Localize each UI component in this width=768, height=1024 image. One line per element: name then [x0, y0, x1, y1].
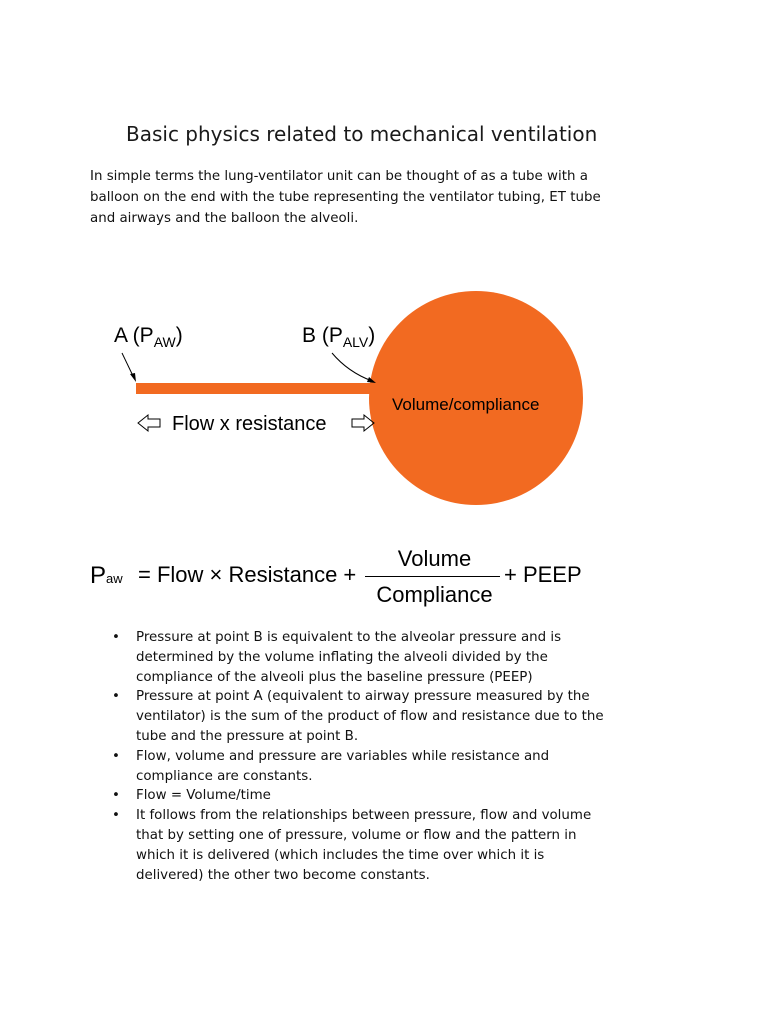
- equation-peep: + PEEP: [504, 562, 582, 587]
- list-item: [110, 786, 710, 806]
- bullet-icon: •: [112, 788, 120, 804]
- list-item-line: which it is delivered (which includes the time over which it is: [136, 847, 545, 863]
- point-a-text: A (P: [114, 324, 154, 347]
- list-item-line: Flow, volume and pressure are variables while resistance and: [136, 748, 550, 764]
- list-item-line: delivered) the other two become constants.: [136, 867, 430, 883]
- list-item: [110, 747, 710, 787]
- list-item-line: Pressure at point B is equivalent to the alveolar pressure and is: [136, 630, 562, 645]
- list-item: [110, 806, 710, 885]
- list-item-line: ventilator) is the sum of the product of flow and resistance due to the: [136, 709, 604, 725]
- list-item-line: Flow = Volume/time: [136, 788, 271, 804]
- point-a-close: ): [175, 324, 183, 347]
- point-b-subscript: ALV: [342, 334, 369, 350]
- flow-label: Flow x resistance: [172, 413, 327, 435]
- list-item-line: that by setting one of pressure, volume or flow and the pattern in: [136, 827, 577, 843]
- equation-fraction-bar: [365, 576, 500, 577]
- list-item-line: compliance of the alveoli plus the baseline pressure (PEEP): [136, 669, 533, 685]
- point-b-pointer: [332, 353, 372, 381]
- point-a-subscript: AW: [153, 334, 176, 350]
- bullet-icon: •: [112, 630, 120, 645]
- bullet-icon: •: [112, 689, 120, 705]
- list-item-line: determined by the volume inflating the alveoli divided by the: [136, 649, 548, 665]
- point-a-label: [114, 324, 183, 350]
- point-b-close: ): [368, 324, 376, 347]
- point-b-text: B (P: [302, 324, 343, 347]
- page-title: Basic physics related to mechanical ventilation: [126, 122, 598, 146]
- ventilator-tube: [136, 383, 382, 394]
- intro-line: In simple terms the lung-ventilator unit can be thought of as a tube with a: [90, 169, 588, 184]
- point-b-label: [302, 324, 375, 350]
- equation-pressure-symbol: [90, 562, 123, 590]
- bullet-list: [110, 628, 710, 885]
- pressure-equation: [90, 542, 610, 612]
- left-arrow-icon: [138, 415, 160, 431]
- bullet-icon: •: [112, 808, 120, 824]
- intro-line: and airways and the balloon the alveoli.: [90, 211, 359, 226]
- list-item: [110, 628, 710, 687]
- list-item-line: Pressure at point A (equivalent to airway pressure measured by the: [136, 689, 590, 705]
- bullet-icon: •: [112, 748, 120, 764]
- list-item-line: It follows from the relationships between pressure, flow and volume: [136, 808, 592, 824]
- list-item-line: tube and the pressure at point B.: [136, 728, 359, 744]
- intro-line: balloon on the end with the tube representing the ventilator tubing, ET tube: [90, 190, 601, 205]
- list-item-line: compliance are constants.: [136, 768, 313, 784]
- point-a-arrowhead: [130, 373, 136, 382]
- list-item: [110, 687, 710, 746]
- right-arrow-icon: [352, 415, 374, 431]
- balloon-label: Volume/compliance: [392, 395, 540, 414]
- equation-numerator: Volume: [397, 546, 472, 571]
- equation-flow-resistance: = Flow × Resistance +: [138, 562, 357, 587]
- equation-p-subscript: aw: [106, 571, 123, 586]
- equation-denominator: Compliance: [376, 582, 493, 607]
- equation-p: P: [90, 562, 107, 589]
